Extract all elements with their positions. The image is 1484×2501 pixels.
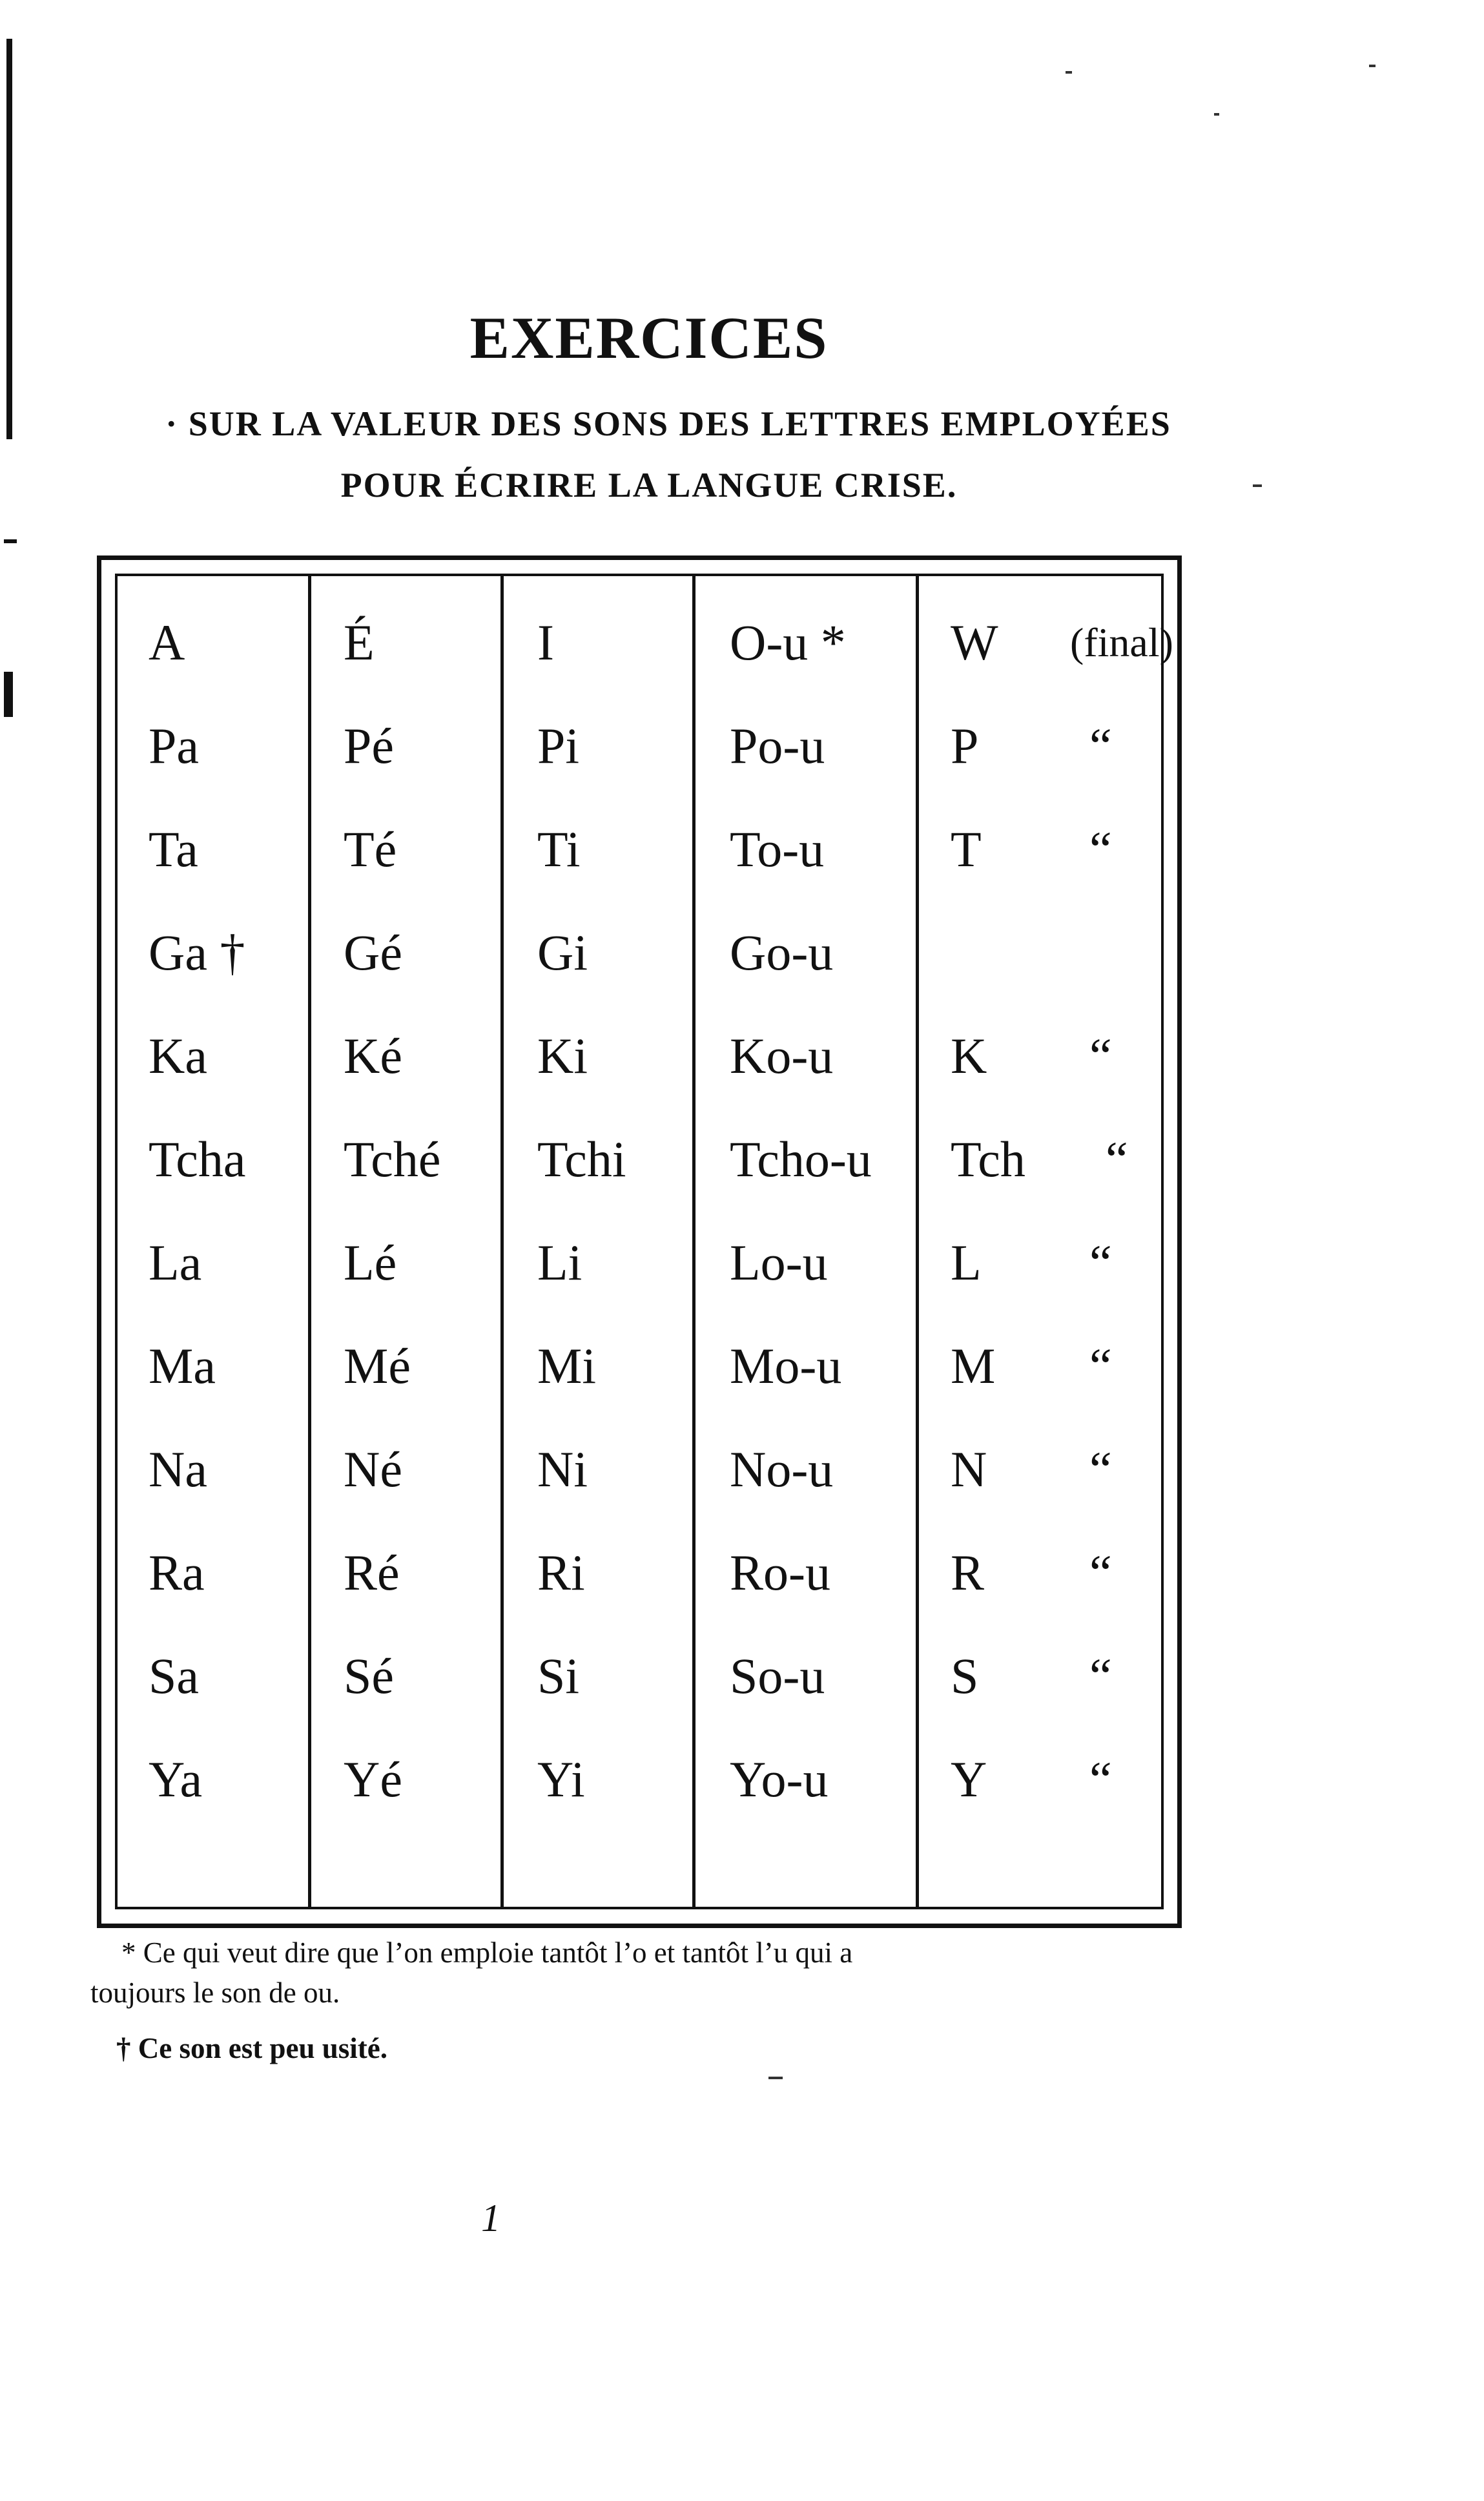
header-cell: É — [344, 614, 375, 670]
ditto-mark: “ — [1089, 1544, 1112, 1601]
table-cell: Té — [344, 821, 397, 877]
table-cell: Ké — [344, 1028, 402, 1084]
ditto-mark: “ — [1106, 1131, 1128, 1187]
table-cell: T — [951, 821, 982, 877]
table-cell: Ka — [149, 1028, 207, 1084]
footnote-asterisk-line1: * Ce qui veut dire que l’on emploie tantôt l’o et tantôt l’u qui a — [121, 1936, 853, 1969]
table-cell: Yé — [344, 1751, 402, 1807]
table-cell: Pi — [537, 718, 580, 774]
table-cell: So-u — [730, 1648, 825, 1704]
ditto-mark: “ — [1089, 1028, 1112, 1084]
table-cell: N — [951, 1441, 987, 1497]
table-cell: Ri — [537, 1544, 585, 1601]
table-cell: Mé — [344, 1338, 411, 1394]
table-cell: M — [951, 1338, 996, 1394]
footnote-asterisk — [90, 1933, 1201, 2013]
table-cell: Ma — [149, 1338, 216, 1394]
header-cell: W — [951, 614, 998, 670]
table-cell: Tcha — [149, 1131, 246, 1187]
table-cell: Tchi — [537, 1131, 626, 1187]
table-cell: Né — [344, 1441, 402, 1497]
table-cell: Ré — [344, 1544, 400, 1601]
table-cell: Ti — [537, 821, 581, 877]
table-cell: Y — [951, 1751, 987, 1807]
table-cell: Lé — [344, 1234, 397, 1291]
table-cell: Ni — [537, 1441, 588, 1497]
scan-speck — [1214, 113, 1219, 116]
table-cell: Gé — [344, 924, 402, 981]
column-divider — [692, 574, 696, 1909]
scan-speck — [768, 2077, 783, 2079]
table-cell: Li — [537, 1234, 582, 1291]
table-cell: Sa — [149, 1648, 199, 1704]
table-cell: L — [951, 1234, 982, 1291]
ditto-mark: “ — [1089, 1751, 1112, 1807]
column-divider — [916, 574, 919, 1909]
table-cell: Sé — [344, 1648, 394, 1704]
table-cell: Ta — [149, 821, 198, 877]
header-cell: (final) — [1070, 619, 1173, 665]
table-inner-frame — [115, 574, 1164, 1909]
scan-margin-bar — [6, 39, 12, 439]
ditto-mark: “ — [1089, 1234, 1112, 1291]
header-cell: I — [537, 614, 554, 670]
table-cell: Po-u — [730, 718, 825, 774]
table-cell: Gi — [537, 924, 588, 981]
page-title: EXERCICES — [469, 305, 829, 371]
table-cell: Ki — [537, 1028, 588, 1084]
table-cell: Mi — [537, 1338, 597, 1394]
scan-speck — [1369, 65, 1376, 67]
table-cell: Pa — [149, 718, 199, 774]
scan-margin-mark — [4, 539, 17, 543]
table-cell: Mo-u — [730, 1338, 842, 1394]
ditto-mark: “ — [1089, 718, 1112, 774]
header-cell: O-u * — [730, 614, 846, 670]
table-cell: Tché — [344, 1131, 441, 1187]
table-cell: S — [951, 1648, 979, 1704]
ditto-mark: “ — [1089, 1648, 1112, 1704]
table-cell: Na — [149, 1441, 207, 1497]
table-cell: Ga † — [149, 924, 245, 981]
table-cell: R — [951, 1544, 985, 1601]
page-subtitle-line2: POUR ÉCRIRE LA LANGUE CRISE. — [340, 466, 958, 504]
scan-speck — [1066, 71, 1072, 74]
table-cell: Si — [537, 1648, 580, 1704]
header-cell: A — [149, 614, 185, 670]
ditto-mark: “ — [1089, 821, 1112, 877]
table-cell: Yo-u — [730, 1751, 829, 1807]
table-cell: To-u — [730, 821, 825, 877]
table-cell: Pé — [344, 718, 394, 774]
table-cell: Yi — [537, 1751, 585, 1807]
footnote-asterisk-line2: toujours le son de ou. — [90, 1977, 340, 2009]
table-cell: Ra — [149, 1544, 205, 1601]
footnote-dagger: † Ce son est peu usité. — [116, 2032, 388, 2064]
table-cell: Go-u — [730, 924, 834, 981]
table-cell: Ko-u — [730, 1028, 834, 1084]
table-cell: Tch — [951, 1131, 1025, 1187]
page-subtitle-line1: · SUR LA VALEUR DES SONS DES LETTRES EMPLOYÉES — [165, 404, 1171, 443]
table-cell: P — [951, 718, 979, 774]
table-cell: Ro-u — [730, 1544, 830, 1601]
table-cell: La — [149, 1234, 202, 1291]
column-divider — [500, 574, 504, 1909]
table-cell: Tcho-u — [730, 1131, 872, 1187]
ditto-mark: “ — [1089, 1441, 1112, 1497]
page-number-mark: 1 — [481, 2197, 500, 2239]
ditto-mark: “ — [1089, 1338, 1112, 1394]
column-divider — [308, 574, 311, 1909]
table-cell: Lo-u — [730, 1234, 828, 1291]
table-cell: No-u — [730, 1441, 834, 1497]
table-cell: Ya — [149, 1751, 203, 1807]
scan-margin-mark — [4, 672, 13, 717]
table-cell: K — [951, 1028, 987, 1084]
